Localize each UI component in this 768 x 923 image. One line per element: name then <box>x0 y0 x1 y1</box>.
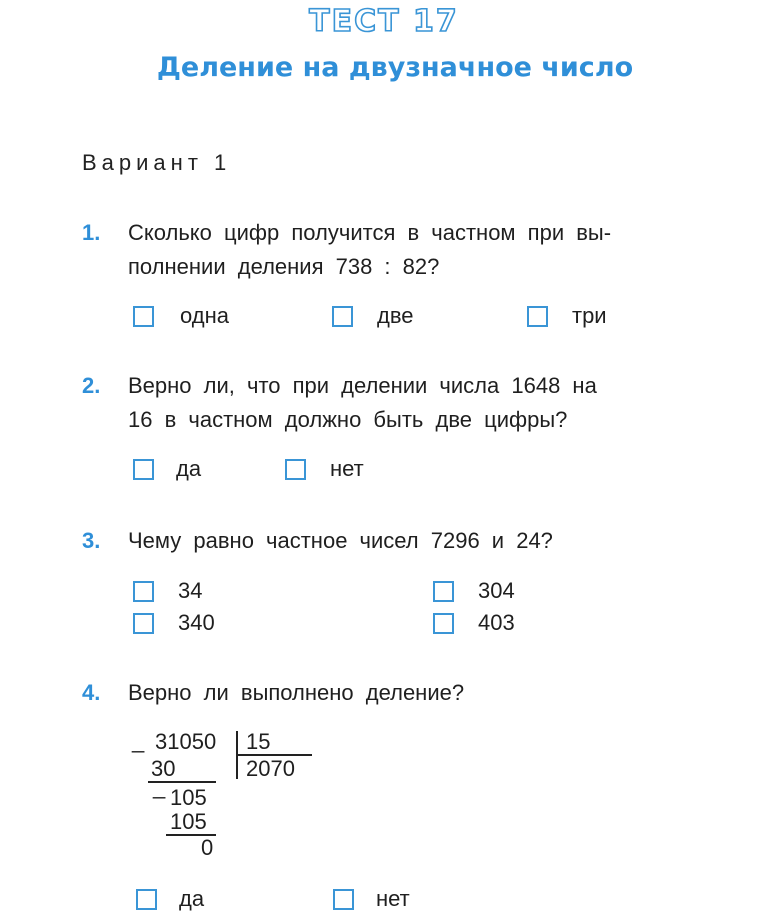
question-3-number: 3. <box>82 528 101 553</box>
q3-option-2[interactable] <box>433 578 515 604</box>
divisor: 15 <box>246 729 271 754</box>
remainder-final: 0 <box>201 835 214 860</box>
option-label: нет <box>330 456 364 481</box>
checkbox[interactable] <box>136 889 157 910</box>
option-label: да <box>176 456 202 481</box>
question-2-text-line2: 16 в частном должно быть две цифры? <box>128 407 568 432</box>
quotient: 2070 <box>246 756 295 781</box>
question-3-text: Чему равно частное чисел 7296 и 24? <box>128 528 553 553</box>
option-label: две <box>377 303 414 328</box>
q2-option-1[interactable] <box>133 456 201 482</box>
subtrahend-2: 105 <box>170 809 207 834</box>
question-1-text-line2: полнении деления 738 : 82? <box>128 254 440 279</box>
minus-sign: _ <box>132 728 145 753</box>
question-4-text: Верно ли выполнено деление? <box>128 680 465 705</box>
checkbox[interactable] <box>433 581 454 602</box>
checkbox[interactable] <box>332 306 353 327</box>
checkbox[interactable] <box>133 613 154 634</box>
dividend: 31050 <box>155 729 217 754</box>
remainder-1: 105 <box>170 785 207 810</box>
q1-option-3[interactable] <box>527 303 607 329</box>
checkbox[interactable] <box>285 459 306 480</box>
question-2-number: 2. <box>82 373 101 398</box>
q3-option-4[interactable] <box>433 610 515 636</box>
checkbox[interactable] <box>133 581 154 602</box>
checkbox[interactable] <box>133 306 154 327</box>
q1-option-2[interactable] <box>332 303 414 329</box>
option-label: три <box>572 303 607 328</box>
q3-option-3[interactable] <box>133 610 215 636</box>
question-4-number: 4. <box>82 680 101 705</box>
variant-label: Вариант 1 <box>82 150 232 175</box>
checkbox[interactable] <box>333 889 354 910</box>
checkbox[interactable] <box>527 306 548 327</box>
minus-sign-2: _ <box>153 774 166 799</box>
q4-option-2[interactable] <box>333 886 410 912</box>
subtrahend-1: 30 <box>151 756 176 781</box>
option-label: одна <box>180 303 229 328</box>
option-label: да <box>179 886 205 911</box>
test-title: ТЕСТ 17 <box>309 4 459 39</box>
checkbox[interactable] <box>433 613 454 634</box>
question-1-number: 1. <box>82 220 101 245</box>
option-label: 34 <box>178 578 203 603</box>
q3-option-1[interactable] <box>133 578 202 604</box>
page-title: Деление на двузначное число <box>156 52 634 83</box>
option-label: нет <box>376 886 410 911</box>
q1-option-1[interactable] <box>133 303 229 329</box>
question-2-text-line1: Верно ли, что при делении числа 1648 на <box>128 373 597 398</box>
checkbox[interactable] <box>133 459 154 480</box>
option-label: 304 <box>478 578 515 603</box>
q2-option-2[interactable] <box>285 456 364 482</box>
option-label: 403 <box>478 610 515 635</box>
q4-option-1[interactable] <box>136 886 204 912</box>
option-label: 340 <box>178 610 215 635</box>
question-1-text-line1: Сколько цифр получится в частном при вы- <box>128 220 612 245</box>
